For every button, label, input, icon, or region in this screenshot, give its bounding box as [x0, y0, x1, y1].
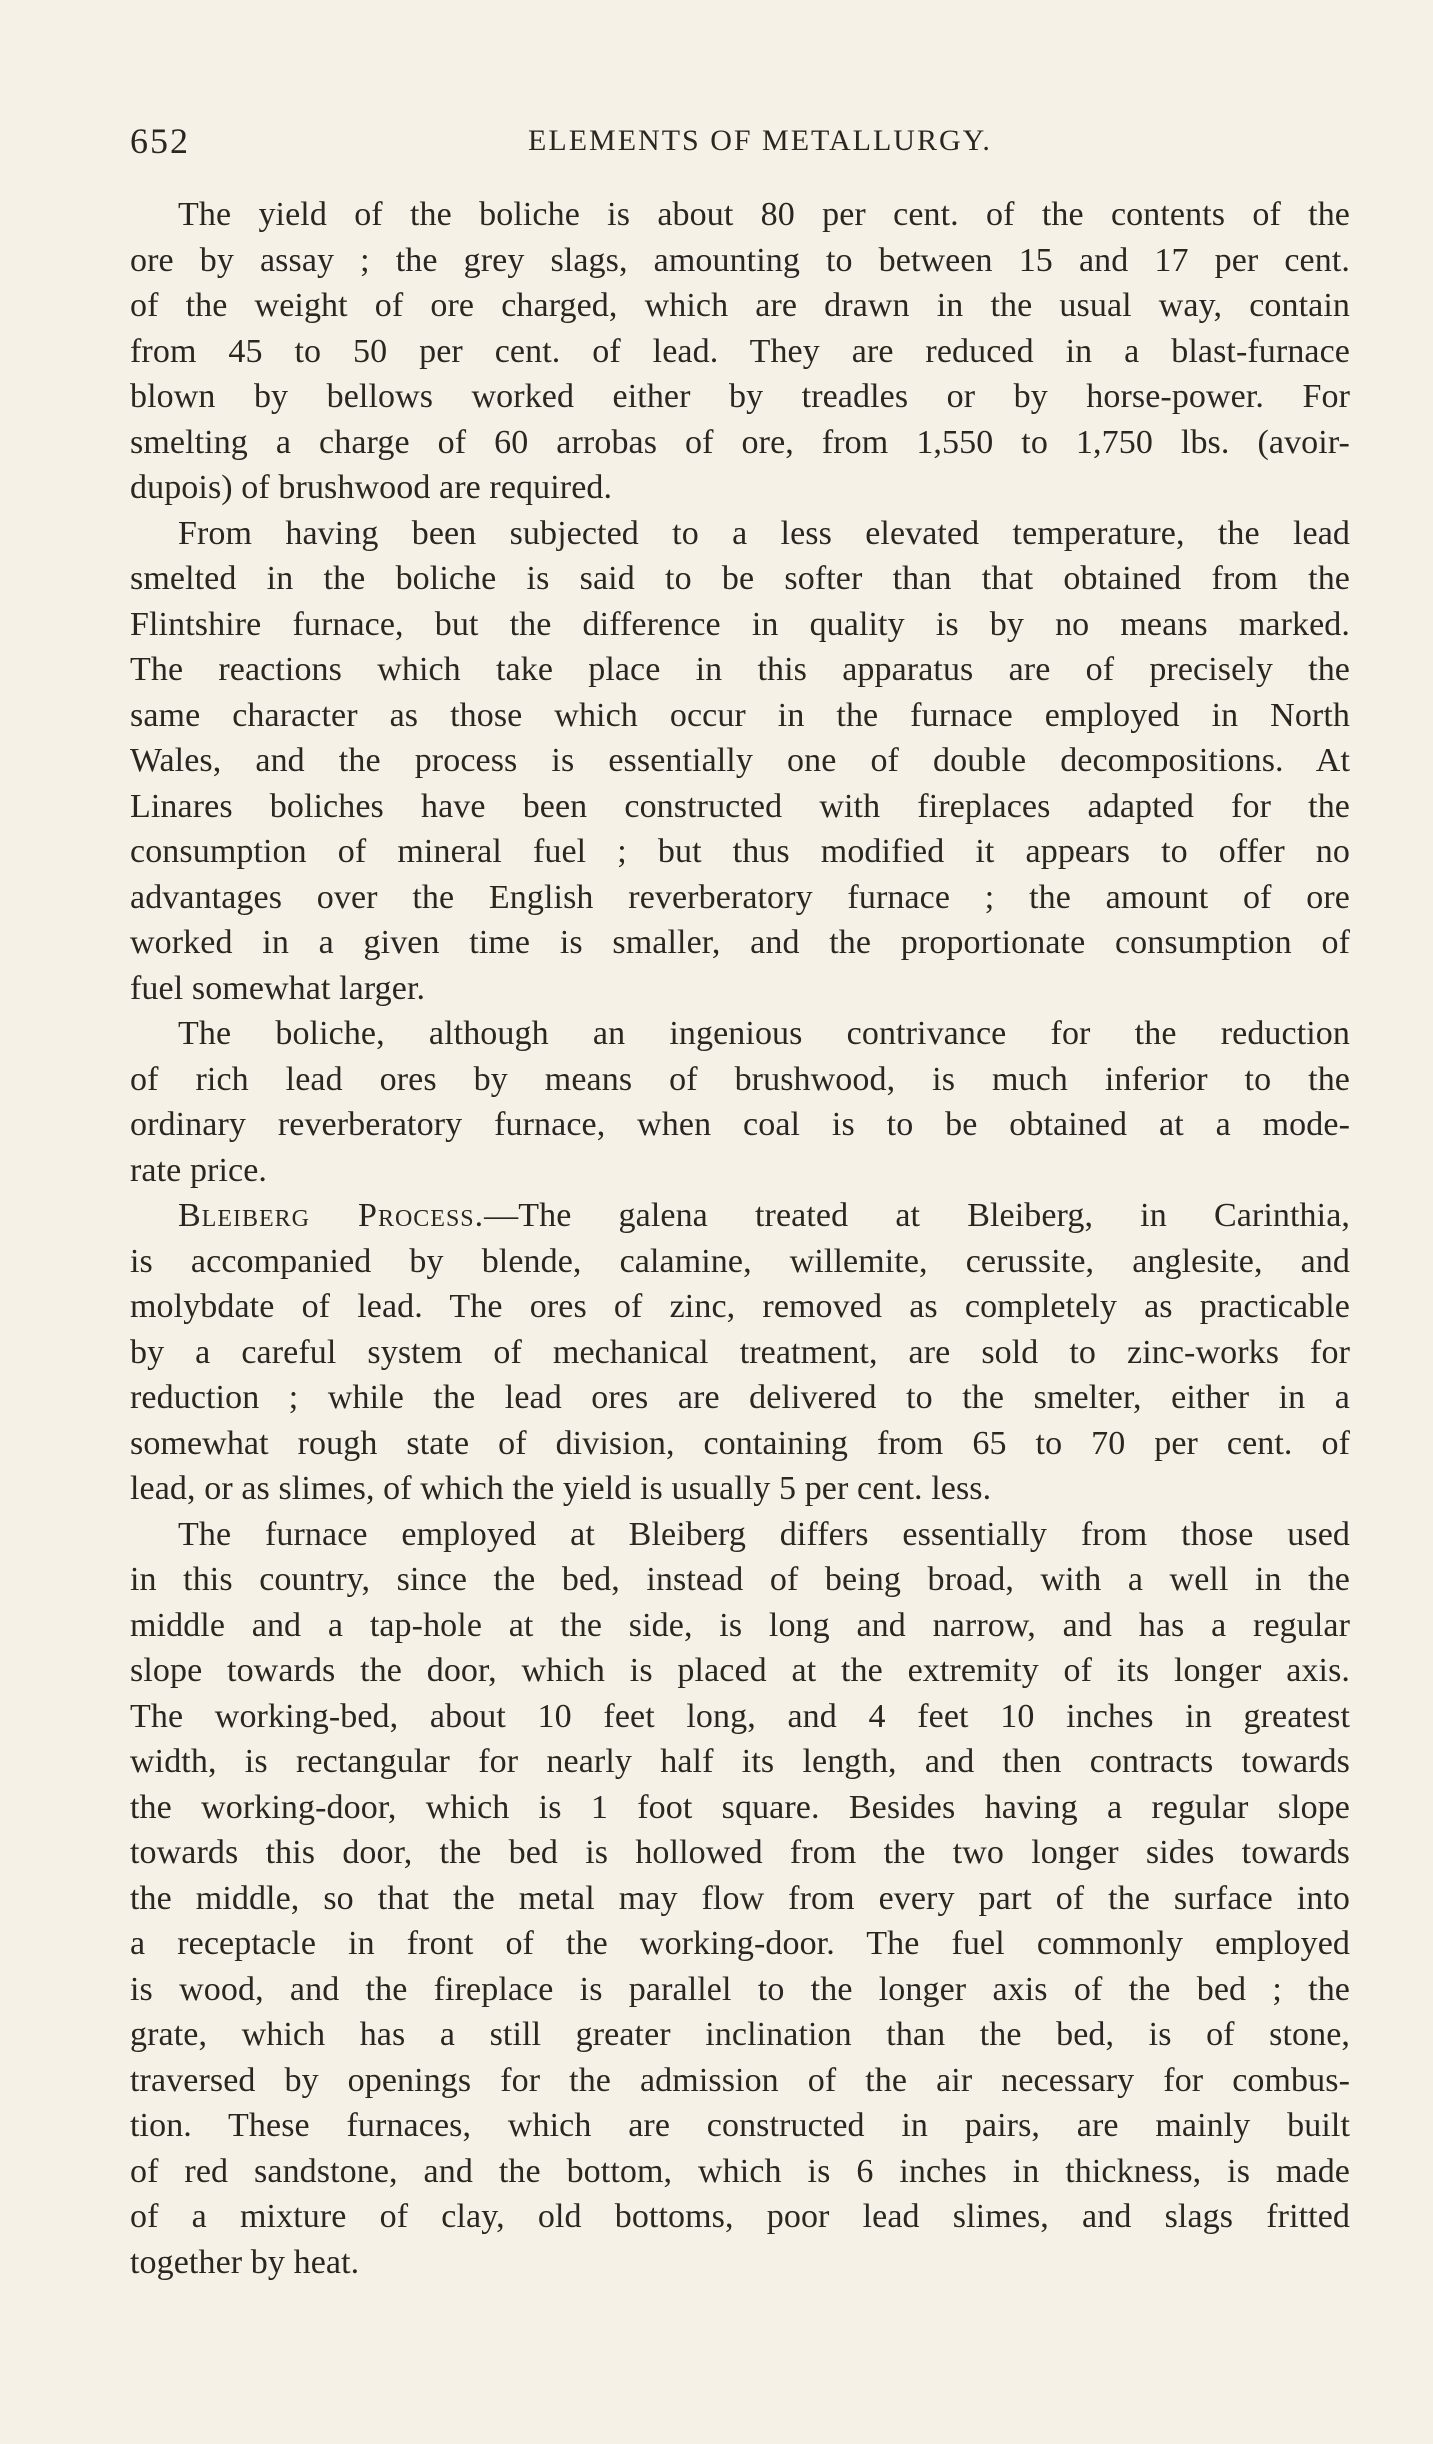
text-line: molybdate of lead. The ores of zinc, removed as completely as practicable	[130, 1288, 1350, 1325]
text-line: The reactions which take place in this apparatus are of precisely the	[130, 651, 1350, 688]
text-line: smelting a charge of 60 arrobas of ore, from 1,550 to 1,750 lbs. (avoir-	[130, 423, 1350, 461]
text-line: traversed by openings for the admission of the air necessary for combus-	[130, 2061, 1350, 2099]
text-line: The yield of the boliche is about 80 per cent. of the contents of the	[178, 196, 1350, 233]
text-line: is accompanied by blende, calamine, willemite, cerussite, anglesite, and	[130, 1242, 1350, 1280]
text-line	[130, 1193, 1350, 1239]
text-line: somewhat rough state of division, containing from 65 to 70 per cent. of	[130, 1424, 1350, 1462]
text-line: of red sandstone, and the bottom, which is 6 inches in thickness, is made	[130, 2152, 1350, 2190]
text-line: same character as those which occur in the furnace employed in North	[130, 696, 1350, 734]
text-line: of rich lead ores by means of brushwood, is much inferior to the	[130, 1060, 1350, 1098]
text-line: Linares boliches have been constructed with fireplaces adapted for the	[130, 787, 1350, 825]
page-header	[130, 120, 1350, 170]
paragraph	[130, 1011, 1350, 1193]
text-line: in this country, since the bed, instead of being broad, with a well in the	[130, 1561, 1350, 1598]
text-line: dupois) of brushwood are required.	[130, 469, 613, 506]
text-line: from 45 to 50 per cent. of lead. They are reduced in a blast-furnace	[130, 332, 1350, 370]
text-line: The working-bed, about 10 feet long, and 4 feet 10 inches in greatest	[130, 1697, 1350, 1735]
paragraph	[130, 1512, 1350, 2286]
text-line: blown by bellows worked either by treadles or by horse-power. For	[130, 378, 1350, 415]
text-line: by a careful system of mechanical treatment, are sold to zinc-works for	[130, 1333, 1350, 1371]
text-line: rate price.	[130, 1151, 268, 1189]
paragraph	[130, 192, 1350, 511]
text-line: a receptacle in front of the working-door. The fuel commonly employed	[130, 1925, 1350, 1962]
paragraph	[130, 511, 1350, 1012]
text-line: advantages over the English reverberatory furnace ; the amount of ore	[130, 878, 1350, 916]
text-line: grate, which has a still greater inclination than the bed, is of stone,	[130, 2016, 1350, 2053]
text-line: worked in a given time is smaller, and the proportionate consumption of	[130, 924, 1350, 961]
text-line: together by heat.	[130, 2243, 360, 2281]
text-line: Wales, and the process is essentially one of double decompositions. At	[130, 742, 1350, 779]
text-line: ore by assay ; the grey slags, amounting to between 15 and 17 per cent.	[130, 241, 1350, 279]
paragraph-bleiberg-process	[130, 1193, 1350, 1512]
text-line: ordinary reverberatory furnace, when coal is to be obtained at a mode-	[130, 1106, 1350, 1143]
text-line: tion. These furnaces, which are constructed in pairs, are mainly built	[130, 2107, 1350, 2144]
text-line: the middle, so that the metal may flow from every part of the surface into	[130, 1879, 1350, 1917]
text-line: fuel somewhat larger.	[130, 969, 426, 1007]
text-line: the working-door, which is 1 foot square. Besides having a regular slope	[130, 1788, 1350, 1826]
text-line: middle and a tap-hole at the side, is long and narrow, and has a regular	[130, 1606, 1350, 1644]
text-line: consumption of mineral fuel ; but thus modified it appears to offer no	[130, 833, 1350, 870]
text-line: of the weight of ore charged, which are drawn in the usual way, contain	[130, 287, 1350, 324]
text-line: slope towards the door, which is placed at the extremity of its longer axis.	[130, 1652, 1350, 1689]
text-line: towards this door, the bed is hollowed from the two longer sides towards	[130, 1834, 1350, 1871]
text-line: From having been subjected to a less elevated temperature, the lead	[178, 514, 1350, 552]
text-line: Flintshire furnace, but the difference in quality is by no means marked.	[130, 605, 1350, 643]
text-line-rest: —The galena treated at Bleiberg, in Carinthia,	[484, 1197, 1350, 1234]
running-title: ELEMENTS OF METALLURGY.	[528, 124, 992, 157]
text-line: reduction ; while the lead ores are delivered to the smelter, either in a	[130, 1379, 1350, 1416]
text-line: is wood, and the fireplace is parallel to the longer axis of the bed ; the	[130, 1970, 1350, 2008]
text-line: width, is rectangular for nearly half its length, and then contracts towards	[130, 1743, 1350, 1780]
page-number: 652	[130, 121, 190, 161]
text-line: smelted in the boliche is said to be softer than that obtained from the	[130, 560, 1350, 597]
text-line: The boliche, although an ingenious contrivance for the reduction	[178, 1015, 1350, 1052]
text-line: of a mixture of clay, old bottoms, poor lead slimes, and slags fritted	[130, 2198, 1350, 2235]
body-text	[130, 192, 1350, 2285]
text-line: lead, or as slimes, of which the yield is usually 5 per cent. less.	[130, 1470, 992, 1507]
text-line: The furnace employed at Bleiberg differs essentially from those used	[178, 1515, 1350, 1553]
section-heading: Bleiberg Process.	[178, 1197, 485, 1234]
